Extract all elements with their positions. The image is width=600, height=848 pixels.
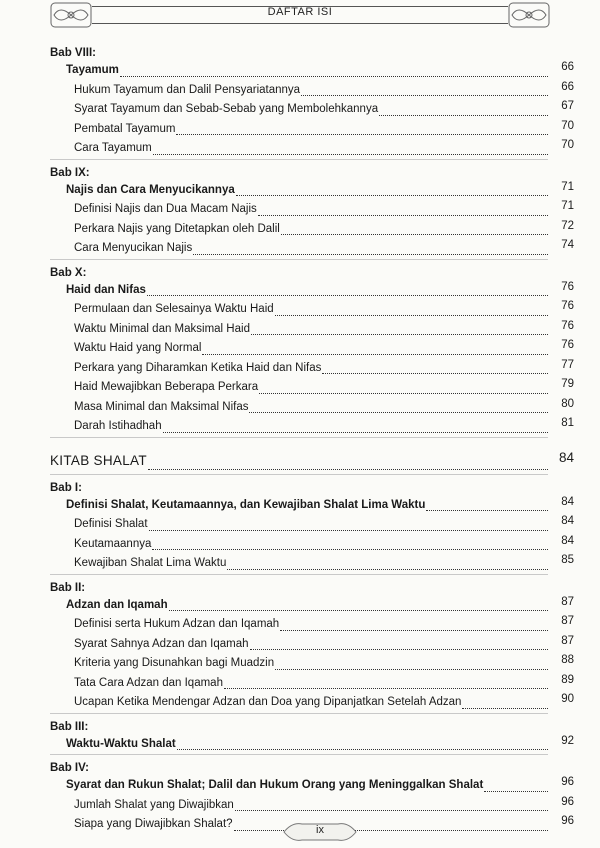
toc-item	[50, 796, 574, 816]
page-title: DAFTAR ISI	[267, 6, 333, 18]
dot-leader	[484, 791, 548, 792]
toc-item-text: Ucapan Ketika Mendengar Adzan dan Doa yang Dipanjatkan Setelah Adzan	[74, 696, 462, 708]
toc-item-text: Kriteria yang Disunahkan bagi Muadzin	[74, 657, 275, 669]
toc-item	[50, 535, 574, 555]
dot-leader	[275, 315, 548, 316]
dot-leader	[152, 549, 548, 550]
page-number: 70	[561, 139, 574, 151]
page-number: 76	[561, 300, 574, 312]
toc-item-text: Definisi Najis dan Dua Macam Najis	[74, 203, 257, 215]
toc-item-text: Cara Menyucikan Najis	[74, 242, 193, 254]
toc-item	[50, 378, 574, 398]
page-number: 96	[561, 795, 574, 808]
page-number: 85	[561, 554, 574, 566]
section-divider	[50, 474, 548, 475]
chapter-title	[50, 281, 574, 301]
dot-leader	[322, 373, 548, 374]
toc-item-text: Siapa yang Diwajibkan Shalat?	[74, 818, 233, 830]
dot-leader	[275, 669, 548, 670]
page-number: 76	[561, 280, 574, 293]
dot-leader	[235, 810, 548, 811]
dot-leader	[280, 630, 548, 631]
toc-item	[50, 654, 574, 674]
toc-item-text: Perkara yang Diharamkan Ketika Haid dan Nifas	[74, 361, 322, 374]
chapter-title-text: Tayamum	[66, 64, 119, 76]
page-number: 96	[561, 815, 574, 827]
section-divider	[50, 259, 548, 260]
page-number: 87	[561, 595, 574, 608]
dot-leader	[462, 708, 548, 709]
toc-item	[50, 615, 574, 635]
toc-item-text: Syarat Sahnya Adzan dan Iqamah	[74, 637, 249, 650]
toc-item	[50, 220, 574, 240]
dot-leader	[224, 688, 548, 689]
dot-leader	[250, 649, 548, 650]
dot-leader	[153, 154, 548, 155]
dot-leader	[236, 195, 548, 196]
dot-leader	[202, 354, 548, 355]
chapter-title	[50, 61, 574, 81]
section-divider	[50, 754, 548, 755]
toc-item-text: Waktu Haid yang Normal	[74, 342, 202, 354]
toc-item-text: Waktu Minimal dan Maksimal Haid	[74, 322, 250, 335]
page-number: 84	[561, 534, 574, 547]
toc-item	[50, 635, 574, 655]
toc-item-text: Darah Istihadhah	[74, 420, 162, 432]
page-number: 77	[561, 358, 574, 371]
toc-item-text: Hukum Tayamum dan Dalil Pensyariatannya	[74, 83, 301, 96]
toc-item-text: Haid Mewajibkan Beberapa Perkara	[74, 381, 259, 393]
toc-item	[50, 515, 574, 535]
bab-label: Bab VIII:	[50, 47, 97, 59]
chapter-title-text: Definisi Shalat, Keutamaannya, dan Kewajiban Shalat Lima Waktu	[66, 498, 426, 511]
chapter-title-text: Syarat dan Rukun Shalat; Dalil dan Hukum Orang yang Meninggalkan Shalat	[66, 779, 484, 791]
toc-item-text: Perkara Najis yang Ditetapkan oleh Dalil	[74, 222, 280, 235]
bab-label: Bab IX:	[50, 166, 90, 179]
page-number: 81	[561, 417, 574, 429]
page-number: 72	[561, 219, 574, 232]
chapter-title	[50, 496, 574, 516]
toc-item	[50, 339, 574, 359]
dot-leader	[163, 432, 548, 433]
page-number: 96	[561, 776, 574, 788]
dot-leader	[249, 412, 548, 413]
dot-leader	[148, 469, 548, 470]
toc-item-text: Keutamaannya	[74, 537, 152, 550]
dot-leader	[426, 510, 548, 511]
page-number: 74	[561, 239, 574, 251]
kitab-title	[50, 448, 574, 474]
chapter-title-text: Najis dan Cara Menyucikannya	[66, 183, 235, 196]
toc-item	[50, 139, 574, 159]
page-number: 79	[561, 378, 574, 390]
section-divider	[50, 437, 548, 438]
toc-item-text: Definisi serta Hukum Adzan dan Iqamah	[74, 618, 280, 630]
toc-item-text: Permulaan dan Selesainya Waktu Haid	[74, 303, 274, 315]
page-number: 76	[561, 319, 574, 332]
right-ornament-icon	[508, 2, 550, 28]
page-number: 67	[561, 100, 574, 112]
dot-leader	[120, 76, 548, 77]
toc-item	[50, 554, 574, 574]
dot-leader	[258, 215, 548, 216]
bab-label: Bab IV:	[50, 762, 89, 774]
page-number: 92	[561, 734, 574, 747]
chapter-title-text: Haid dan Nifas	[66, 283, 146, 296]
toc-item-text: Cara Tayamum	[74, 142, 152, 154]
toc-item-text: Pembatal Tayamum	[74, 122, 176, 135]
dot-leader	[193, 254, 548, 255]
page-number: 88	[561, 654, 574, 666]
dot-leader	[379, 115, 548, 116]
bab-label: Bab III:	[50, 720, 89, 733]
toc-item	[50, 81, 574, 101]
dot-leader	[301, 95, 548, 96]
toc-item-text: Jumlah Shalat yang Diwajibkan	[74, 798, 234, 811]
page-number: 76	[561, 339, 574, 351]
section-divider	[50, 713, 548, 714]
toc-item	[50, 359, 574, 379]
toc-item	[50, 398, 574, 418]
dot-leader	[169, 610, 548, 611]
toc-item	[50, 417, 574, 437]
dot-leader	[281, 234, 548, 235]
page-header	[0, 0, 600, 34]
page-number: 70	[561, 119, 574, 132]
kitab-title-text: KITAB SHALAT	[50, 452, 147, 468]
page-number: 71	[561, 200, 574, 212]
chapter-title	[50, 181, 574, 201]
chapter-title-text: Adzan dan Iqamah	[66, 598, 168, 611]
dot-leader	[177, 749, 548, 750]
dot-leader	[227, 569, 548, 570]
toc-item-text: Kewajiban Shalat Lima Waktu	[74, 557, 227, 569]
page-number: 84	[561, 515, 574, 527]
toc-item	[50, 100, 574, 120]
page-number: 84	[558, 449, 574, 465]
page-number: 89	[561, 673, 574, 686]
bab-label: Bab X:	[50, 266, 87, 279]
page-number: 87	[561, 634, 574, 647]
toc-item-text: Definisi Shalat	[74, 518, 148, 530]
toc-item-text: Masa Minimal dan Maksimal Nifas	[74, 400, 249, 413]
page-number: 80	[561, 397, 574, 410]
toc-item	[50, 674, 574, 694]
toc-item	[50, 200, 574, 220]
chapter-title	[50, 735, 574, 755]
bab-label: Bab I:	[50, 481, 82, 494]
toc-item	[50, 693, 574, 713]
page-number: 71	[561, 180, 574, 193]
toc-item-text: Syarat Tayamum dan Sebab-Sebab yang Membolehkannya	[74, 103, 379, 115]
toc-item	[50, 300, 574, 320]
section-divider	[50, 159, 548, 160]
page-number: 90	[561, 693, 574, 705]
dot-leader	[147, 295, 548, 296]
toc-item	[50, 239, 574, 259]
dot-leader	[149, 530, 548, 531]
section-divider	[50, 574, 548, 575]
page-number: 66	[561, 61, 574, 73]
page-number: 66	[561, 80, 574, 93]
toc-item	[50, 120, 574, 140]
bab-label: Bab II:	[50, 581, 86, 594]
dot-leader	[251, 334, 548, 335]
dot-leader	[259, 393, 548, 394]
table-of-contents	[50, 46, 574, 835]
chapter-title	[50, 776, 574, 796]
page-number: 87	[561, 615, 574, 627]
dot-leader	[176, 134, 548, 135]
toc-item-text: Tata Cara Adzan dan Iqamah	[74, 676, 223, 689]
chapter-title-text: Waktu-Waktu Shalat	[66, 737, 176, 750]
chapter-title	[50, 596, 574, 616]
page-number: 84	[561, 495, 574, 508]
toc-item	[50, 320, 574, 340]
page-number: ix	[316, 824, 324, 836]
